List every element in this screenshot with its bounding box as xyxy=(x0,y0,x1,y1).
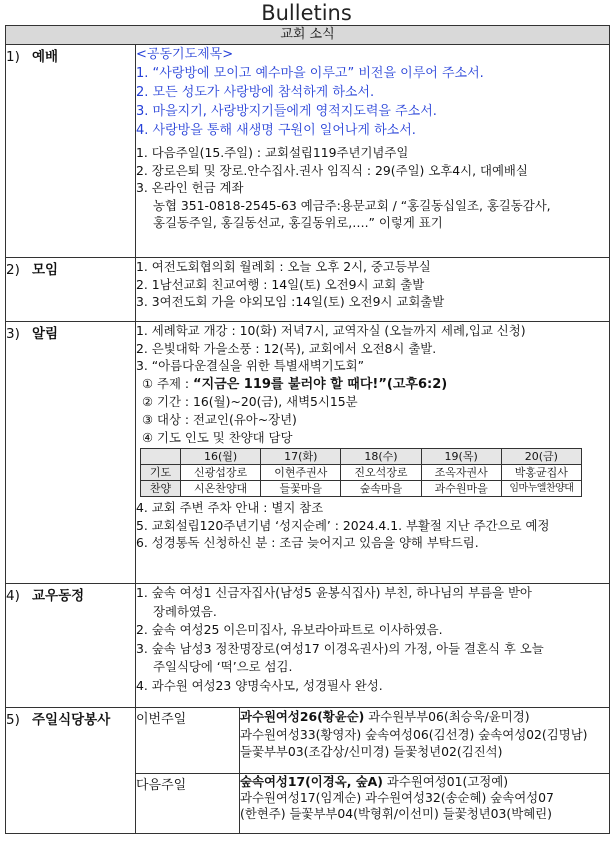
list-item: 3. 숲속 남성3 정찬명장로(여성17 이경옥권사)의 가정, 아들 결혼식 후 오늘 xyxy=(136,640,544,656)
section-cafeteria-label xyxy=(6,708,136,834)
section-number: 4) xyxy=(6,588,20,604)
section-number: 1) xyxy=(6,49,20,65)
schedule-cell: 조옥자권사 xyxy=(421,465,501,481)
bulletin-table xyxy=(5,25,610,834)
section-number: 2) xyxy=(6,262,20,278)
schedule-row-label: 기도 xyxy=(141,465,181,481)
section-member-news-label xyxy=(6,584,136,708)
this-week-label: 이번주일 xyxy=(136,708,240,774)
server-text: 과수원여성01(고정예) xyxy=(382,774,509,789)
prayer-item: 3. 마을지기, 사랑방지기들에게 영적지도력을 주소서. xyxy=(136,104,437,119)
list-item: 1. 여전도회협의회 월례회 : 오늘 오후 2시, 중고등부실 xyxy=(136,259,431,274)
section-notice-label xyxy=(6,322,136,584)
this-week-servers xyxy=(240,708,610,774)
section-number: 5) xyxy=(6,712,20,728)
schedule-cell: 신광섭장로 xyxy=(181,465,261,481)
schedule-day: 17(화) xyxy=(261,449,341,465)
prayer-title: <공동기도제목> xyxy=(136,47,234,62)
account-line: 농협 351-0818-2545-63 예금주:용문교회 / “홍길동십일조, 홍길동감사, xyxy=(153,197,551,213)
server-text: (한현주) 들꽃부부04(박형휘/이선미) 들꽃청년03(박혜린) xyxy=(240,806,552,821)
list-item: 5. 교회설립120주년기념 ‘성지순례’ : 2024.4.1. 부활절 지난 주간으로 예정 xyxy=(136,517,550,533)
list-item: 1. 세례학교 개강 : 10(화) 저녁7시, 교역자실 (오늘까지 세례,입교 신청) xyxy=(136,323,526,338)
list-item: 2. 숲속 여성25 이은미집사, 유보라아파트로 이사하였음. xyxy=(136,622,443,637)
section-number: 3) xyxy=(6,326,20,342)
list-item: 1. 다음주일(15.주일) : 교회설립119주년기념주일 xyxy=(136,145,409,160)
next-week-servers xyxy=(240,774,610,834)
prayer-schedule-table xyxy=(140,448,582,497)
schedule-corner xyxy=(141,449,181,465)
schedule-cell: 과수원마을 xyxy=(421,481,501,497)
section-title: 모임 xyxy=(32,262,59,278)
section-member-news-content xyxy=(136,584,610,708)
server-text: 과수원여성17(임계순) 과수원여성32(송순혜) 숲속여성07 xyxy=(240,790,554,805)
section-title: 예배 xyxy=(32,49,59,65)
list-item: 3. 온라인 헌금 계좌 xyxy=(136,180,244,196)
list-item-continuation: 주일식당에 ‘떡’으로 섬김. xyxy=(153,659,293,674)
list-item: 2. 장로은퇴 및 장로.안수집사.권사 임직식 : 29(주일) 오후4시, 대예배실 xyxy=(136,162,528,178)
list-item: 3. “아름다운결실을 위한 특별새벽기도회” xyxy=(136,358,364,374)
schedule-cell: 임마누엘찬양대 xyxy=(501,481,581,497)
section-worship-label xyxy=(6,45,136,258)
server-lead: 과수원여성26(황윤순) xyxy=(240,709,365,724)
server-lead: 숲속여성17(이경옥, 숲A) xyxy=(240,774,383,789)
list-item: 1. 숲속 여성1 신금자집사(남성5 윤봉식집사) 부친, 하나님의 부름을 받아 xyxy=(136,585,532,600)
schedule-cell: 시온찬양대 xyxy=(181,481,261,497)
account-line: 홍길동주일, 홍길동선교, 홍길동위로,….” 이렇게 표기 xyxy=(153,215,443,231)
list-item: 4. 과수원 여성23 양명숙사모, 성경필사 완성. xyxy=(136,677,383,693)
schedule-cell: 박홍균집사 xyxy=(501,465,581,481)
theme-line xyxy=(136,375,609,394)
theme-prefix: ① 주제 : xyxy=(142,375,194,391)
list-item: 4. 교회 주변 주차 안내 : 별지 참조 xyxy=(136,500,324,516)
sub-item: ③ 대상 : 전교인(유아~장년) xyxy=(142,411,297,427)
next-week-label: 다음주일 xyxy=(136,774,240,834)
theme-bold: “지금은 119를 불러야 할 때다!” xyxy=(193,376,387,392)
schedule-cell: 이현주권사 xyxy=(261,465,341,481)
sub-item: ② 기간 : 16(월)~20(금), 새벽5시15분 xyxy=(142,394,358,410)
schedule-cell: 숲속마을 xyxy=(341,481,421,497)
schedule-day: 19(목) xyxy=(421,449,501,465)
section-meeting-label xyxy=(6,258,136,322)
section-meeting-content xyxy=(136,258,610,322)
list-item-continuation: 장례하였음. xyxy=(153,603,217,619)
schedule-day: 16(월) xyxy=(181,449,261,465)
schedule-cell: 진오석장로 xyxy=(341,465,421,481)
schedule-day: 18(수) xyxy=(341,449,421,465)
section-notice-content xyxy=(136,322,610,584)
section-title: 주일식당봉사 xyxy=(32,712,111,728)
schedule-day: 20(금) xyxy=(501,449,581,465)
server-text: 들꽃부부03(조갑상/신미경) 들꽃청년02(김진석) xyxy=(240,744,503,759)
theme-ref: (고후6:2) xyxy=(386,376,448,392)
section-title: 알림 xyxy=(32,326,59,342)
page-title: Bulletins xyxy=(261,1,352,25)
prayer-item: 2. 모든 성도가 사랑방에 참석하게 하소서. xyxy=(136,85,375,100)
schedule-row-label: 찬양 xyxy=(141,481,181,497)
list-item: 2. 은빛대학 가을소풍 : 12(목), 교회에서 오전8시 출발. xyxy=(136,340,437,356)
server-text: 과수원여성33(황영자) 숲속여성06(김선경) 숲속여성02(김명남) xyxy=(240,726,588,742)
prayer-item: 1. “사랑방에 모이고 예수마을 이루고” 비전을 이루어 주소서. xyxy=(136,66,484,81)
prayer-item: 4. 사랑방을 통해 새생명 구원이 일어나게 하소서. xyxy=(136,123,416,138)
server-text: 과수원부부06(최승욱/윤미경) xyxy=(364,709,530,724)
section-title: 교우동정 xyxy=(32,588,85,604)
list-item: 3. 3여전도회 가을 야외모임 :14일(토) 오전9시 교회출발 xyxy=(136,294,445,310)
schedule-cell: 들꽃마을 xyxy=(261,481,341,497)
list-item: 2. 1남선교회 친교여행 : 14일(토) 오전9시 교회 출발 xyxy=(136,276,425,292)
section-worship-content xyxy=(136,45,610,258)
table-header: 교회 소식 xyxy=(6,26,610,45)
sub-item: ④ 기도 인도 및 찬양대 담당 xyxy=(142,429,293,445)
list-item: 6. 성경통독 신청하신 분 : 조금 늦어지고 있음을 양해 부탁드림. xyxy=(136,535,479,551)
